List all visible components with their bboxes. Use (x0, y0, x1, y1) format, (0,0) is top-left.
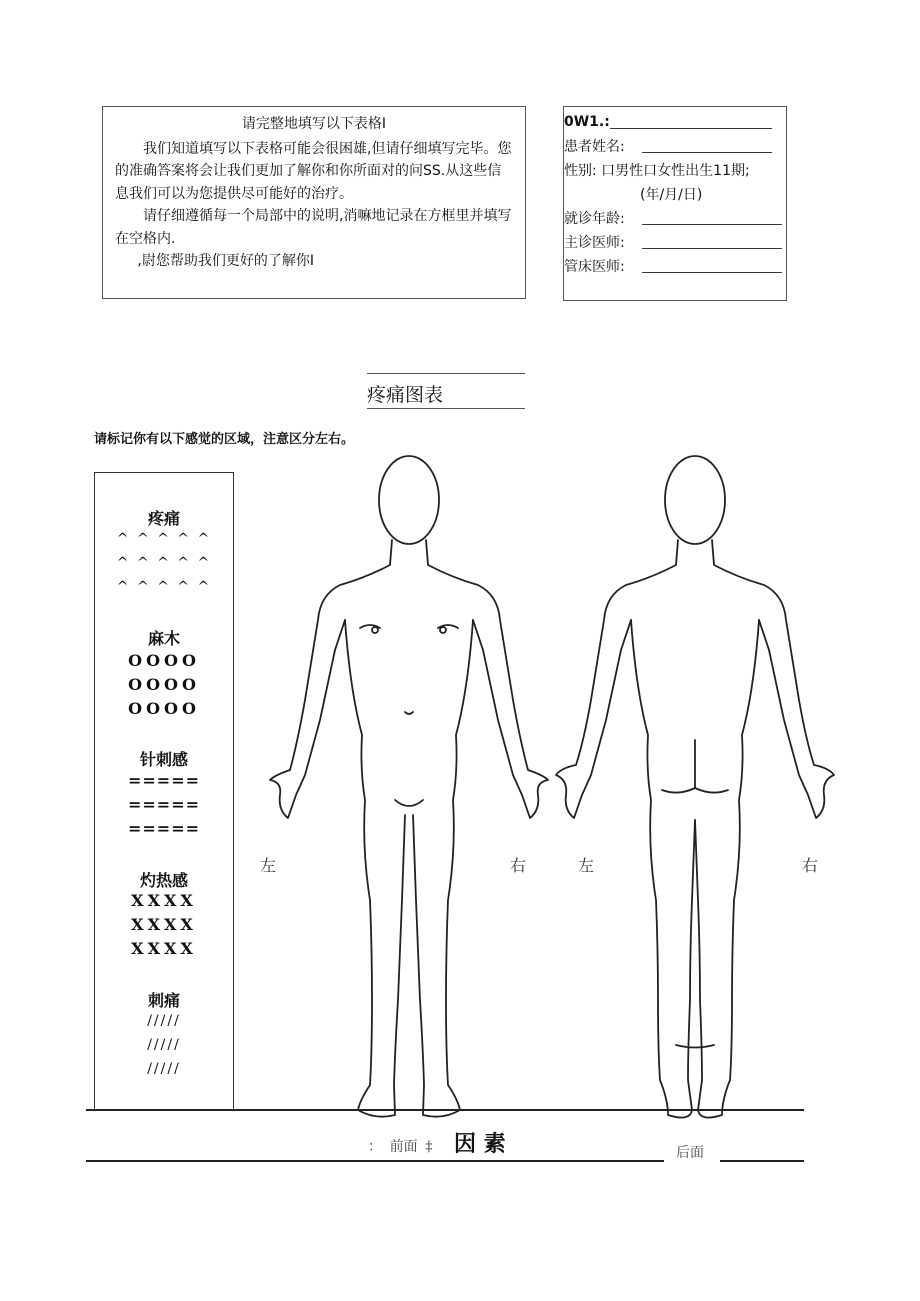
partial-mark: ： (368, 1139, 382, 1155)
front-left-label: 左 (260, 856, 277, 875)
divider-top (86, 1109, 804, 1111)
front-factors-label (368, 1127, 506, 1158)
page-title: 疼痛图表 (367, 384, 444, 406)
age-label: 就诊年龄: (564, 211, 625, 227)
legend-symbol: ^ ^ ^ ^ ^ (116, 579, 212, 595)
intro-title: 请完整地填写以下表格I (241, 116, 387, 132)
legend-symbol: ^ ^ ^ ^ ^ (116, 555, 212, 571)
bed-doctor-label: 管床医师: (564, 259, 625, 275)
legend-symbol: ///// (147, 1013, 181, 1029)
divider-bottom-right (720, 1160, 804, 1162)
legend-title-pain: 疼痛 (147, 509, 180, 528)
legend-symbol: OOOO (128, 699, 200, 718)
legend-symbol: ===== (127, 795, 201, 814)
intro-paragraph-2: 请仔细遵循每一个局部中的说明,消嘛地记录在方框里并填写在空格内. (115, 208, 512, 247)
intro-paragraph-1: 我们知道填写以下表格可能会很困雄,但请仔细填写完毕。您的准确答案将会让我们更加了解你和你所面对的问SS.从这些信息我们可以为您提供尽可能好的治疗。 (115, 140, 512, 202)
legend-symbol: ^ ^ ^ ^ ^ (116, 531, 212, 547)
legend-title-pins: 针刺感 (139, 750, 188, 769)
id-label: 0W1.: (564, 114, 610, 130)
date-format: (年/月/日) (640, 187, 703, 203)
back-left-label: 左 (578, 856, 595, 875)
name-label: 患者姓名: (564, 139, 625, 155)
legend-title-stabbing: 刺痛 (147, 991, 180, 1010)
legend-symbol: OOOO (128, 651, 200, 670)
intro-paragraph-3: ,尉您帮助我们更好的了解你I (137, 253, 314, 269)
legend-symbol: XXXX (131, 939, 197, 958)
instruction-text: 请标记你有以下感觉的区域，注意区分左右。 (94, 432, 355, 447)
factors-label: 因 素 (454, 1131, 506, 1157)
legend-symbol: ===== (127, 771, 201, 790)
legend-symbol: ===== (127, 819, 201, 838)
partial-mark-2: ‡ (425, 1139, 433, 1155)
back-label: 后面 (676, 1145, 704, 1161)
legend-symbol: ///// (147, 1037, 181, 1053)
gender-label: 性别: 口男性口女性出生11期; (564, 163, 750, 179)
legend-symbol: OOOO (128, 675, 200, 694)
front-label: 前面 (389, 1139, 418, 1155)
front-right-label: 右 (510, 856, 527, 875)
back-right-label: 右 (802, 856, 819, 875)
legend-symbol: ///// (147, 1061, 181, 1077)
divider-bottom (86, 1160, 664, 1162)
legend-title-numbness: 麻木 (147, 629, 180, 648)
legend-symbol: XXXX (131, 915, 197, 934)
doctor-label: 主诊医师: (564, 235, 625, 251)
legend-symbol: XXXX (131, 891, 197, 910)
legend-title-burning: 灼热感 (139, 871, 188, 890)
